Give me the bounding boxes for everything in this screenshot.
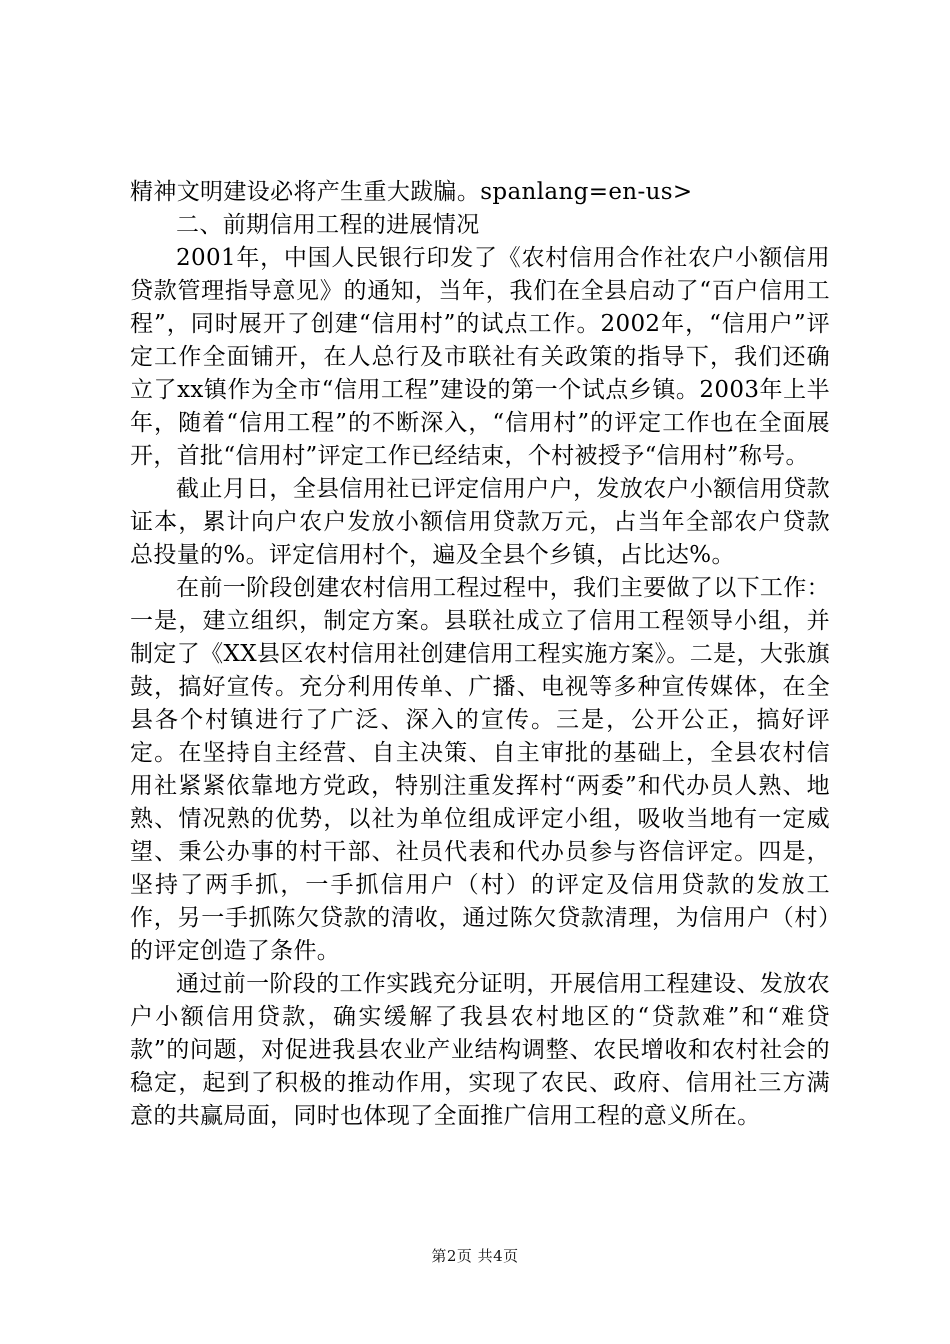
paragraph-history: 2001年，中国人民银行印发了《农村信用合作社农户小额信用贷款管理指导意见》的通知，当年，我们在全县启动了“百户信用工程”，同时展开了创建“信用村”的试点工作。2002年，“信用户”评定工作全面铺开，在人总行及市联社有关政策的指导下，我们还确立了xx镇作为全市“信用工程”建设的第一个试点乡镇。2003年上半年，随着“信用工程”的不断深入，“信用村”的评定工作也在全面展开，首批“信用村”评定工作已经结束，个村被授予“信用村”称号。 [130,245,830,469]
section-heading: 二、前期信用工程的进展情况 [176,212,480,238]
paragraph-continuation: 精神文明建设必将产生重大跋牑。spanlang=en-us> [130,179,693,205]
paragraph-work-done: 在前一阶段创建农村信用工程过程中，我们主要做了以下工作：一是，建立组织，制定方案。县联社成立了信用工程领导小组，并制定了《XX县区农村信用社创建信用工程实施方案》。二是，大张旗鼓，搞好宣传。充分利用传单、广播、电视等多种宣传媒体，在全县各个村镇进行了广泛、深入的宣传。三是，公开公正，搞好评定。在坚持自主经营、自主决策、自主审批的基础上，全县农村信用社紧紧依靠地方党政，特别注重发挥村“两委”和代办员人熟、地熟、情况熟的优势，以社为单位组成评定小组，吸收当地有一定威望、秉公办事的村干部、社员代表和代办员参与咨信评定。四是，坚持了两手抓，一手抓信用户（村）的评定及信用贷款的发放工作，另一手抓陈欠贷款的清收，通过陈欠贷款清理，为信用户（村）的评定创造了条件。 [130,575,830,964]
page-number: 第2页 共4页 [431,1247,519,1265]
paragraph-conclusion: 通过前一阶段的工作实践充分证明，开展信用工程建设、发放农户小额信用贷款，确实缓解了我县农村地区的“贷款难”和“难贷款”的问题，对促进我县农业产业结构调整、农民增收和农村社会的稳定，起到了积极的推动作用，实现了农民、政府、信用社三方满意的共赢局面，同时也体现了全面推广信用工程的意义所在。 [130,971,830,1129]
document-body [130,176,830,1133]
paragraph-statistics: 截止月日，全县信用社已评定信用户户，发放农户小额信用贷款证本，累计向户农户发放小额信用贷款万元，占当年全部农户贷款总投量的%。评定信用村个，遍及全县个乡镇，占比达%。 [130,476,830,568]
